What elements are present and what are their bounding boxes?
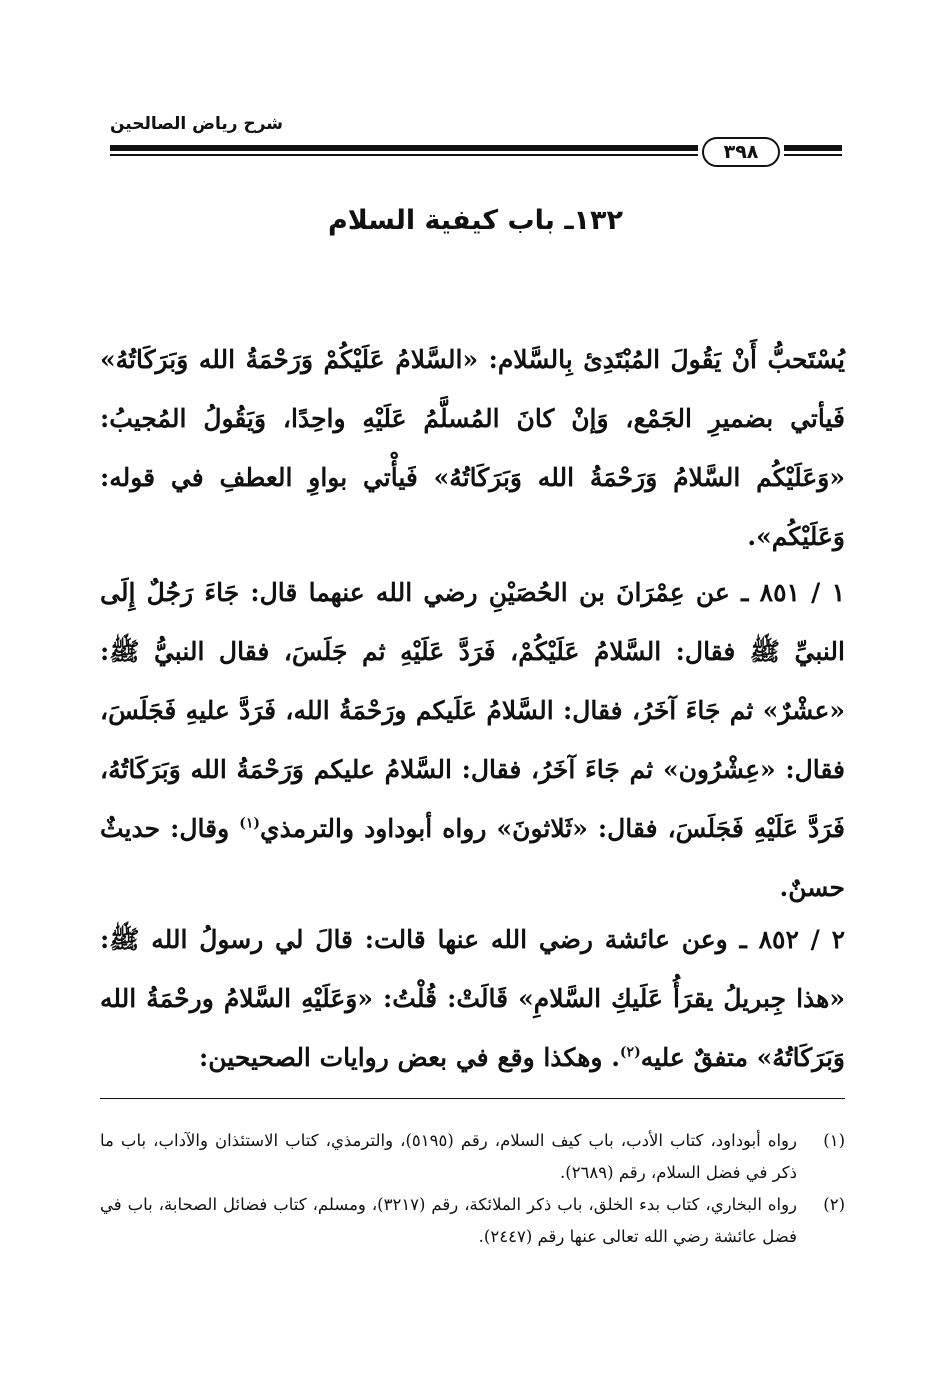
header-rule-left <box>110 142 698 164</box>
header-rule-right <box>784 142 842 164</box>
hadith-851-paragraph <box>100 563 845 917</box>
footnote-divider <box>100 1098 845 1099</box>
hadith-852-text: ٢ / ٨٥٢ ـ وعن عائشة رضي الله عنها قالت: قالَ لي رسولُ الله ﷺ: «هذا جِبريلُ يقرَأُ عَلَيكِ السَّلامِ» قَالَتْ: قُلْتُ: «وَعَلَيْهِ السَّلامُ ورحْمَةُ الله وَبَرَكَاتُهُ» متفقٌ عليه <box>100 925 846 1072</box>
footnote-number: (١) <box>823 1131 845 1150</box>
hadith-851-text: ١ / ٨٥١ ـ عن عِمْرَانَ بن الحُصَيْنِ رضي الله عنهما قال: جَاءَ رَجُلٌ إِلَى النبيِّ ﷺ فقال: السَّلامُ عَلَيْكُمْ، فَرَدَّ عَلَيْهِ ثم جَلَسَ، فقال النبيُّ ﷺ: «عشْرٌ» ثم جَاءَ آخَرُ، فقال: السَّلامُ عَلَيكم ورَحْمَةُ الله، فَرَدَّ عليهِ فَجَلَسَ، فقال: «عِشْرُون» ثم جَاءَ آخَرُ، فقال: السَّلامُ عليكم وَرَحْمَةُ الله وَبَرَكَاتُهُ، فَرَدَّ عَلَيْهِ فَجَلَسَ، فقال: «ثَلاثونَ» رواه أبوداود والترمذي <box>100 578 845 843</box>
footnote-2 <box>100 1189 845 1253</box>
footnote-ref-1: (١) <box>239 815 260 832</box>
running-title: شرح رياض الصالحين <box>110 114 284 134</box>
hadith-852-paragraph <box>100 910 845 1087</box>
footnote-text: رواه أبوداود، كتاب الأدب، باب كيف السلام، رقم (٥١٩٥)، والترمذي، كتاب الاستئذان والآداب، باب ما ذكر في فضل السلام، رقم (٢٦٨٩). <box>100 1131 797 1182</box>
chapter-title: ١٣٢ـ باب كيفية السلام <box>328 205 623 236</box>
footnote-1 <box>100 1125 845 1189</box>
intro-paragraph: يُسْتَحبُّ أَنْ يَقُولَ المُبْتَدِئ بِالسَّلام: «السَّلامُ عَلَيْكُمْ وَرَحْمَةُ الله وَبَرَكَاتُهُ» فَيأتي بضميرِ الجَمْع، وَإنْ كانَ المُسلَّمُ عَلَيْهِ واحِدًا، وَيَقُولُ المُجيبُ: «وَعَلَيْكُم السَّلامُ وَرَحْمَةُ الله وَبَرَكَاتُهُ» فَيأْتي بواوِ العطفِ في قوله: وَعَلَيْكُم». <box>100 345 845 551</box>
hadith-851-tail: وقال: حديثٌ حسنٌ. <box>100 814 845 902</box>
footnotes <box>100 1125 845 1253</box>
footnote-number: (٢) <box>823 1195 845 1214</box>
footnote-text: رواه البخاري، كتاب بدء الخلق، باب ذكر الملائكة، رقم (٣٢١٧)، ومسلم، كتاب فضائل الصحابة، باب في فضل عائشة رضي الله تعالى عنها رقم (٢٤٤٧). <box>100 1195 798 1246</box>
footnote-ref-2: (٢) <box>619 1044 641 1061</box>
hadith-852-tail: . وهكذا وقع في بعض روايات الصحيحين: <box>199 1043 620 1072</box>
page-number: ٣٩٨ <box>702 137 780 167</box>
